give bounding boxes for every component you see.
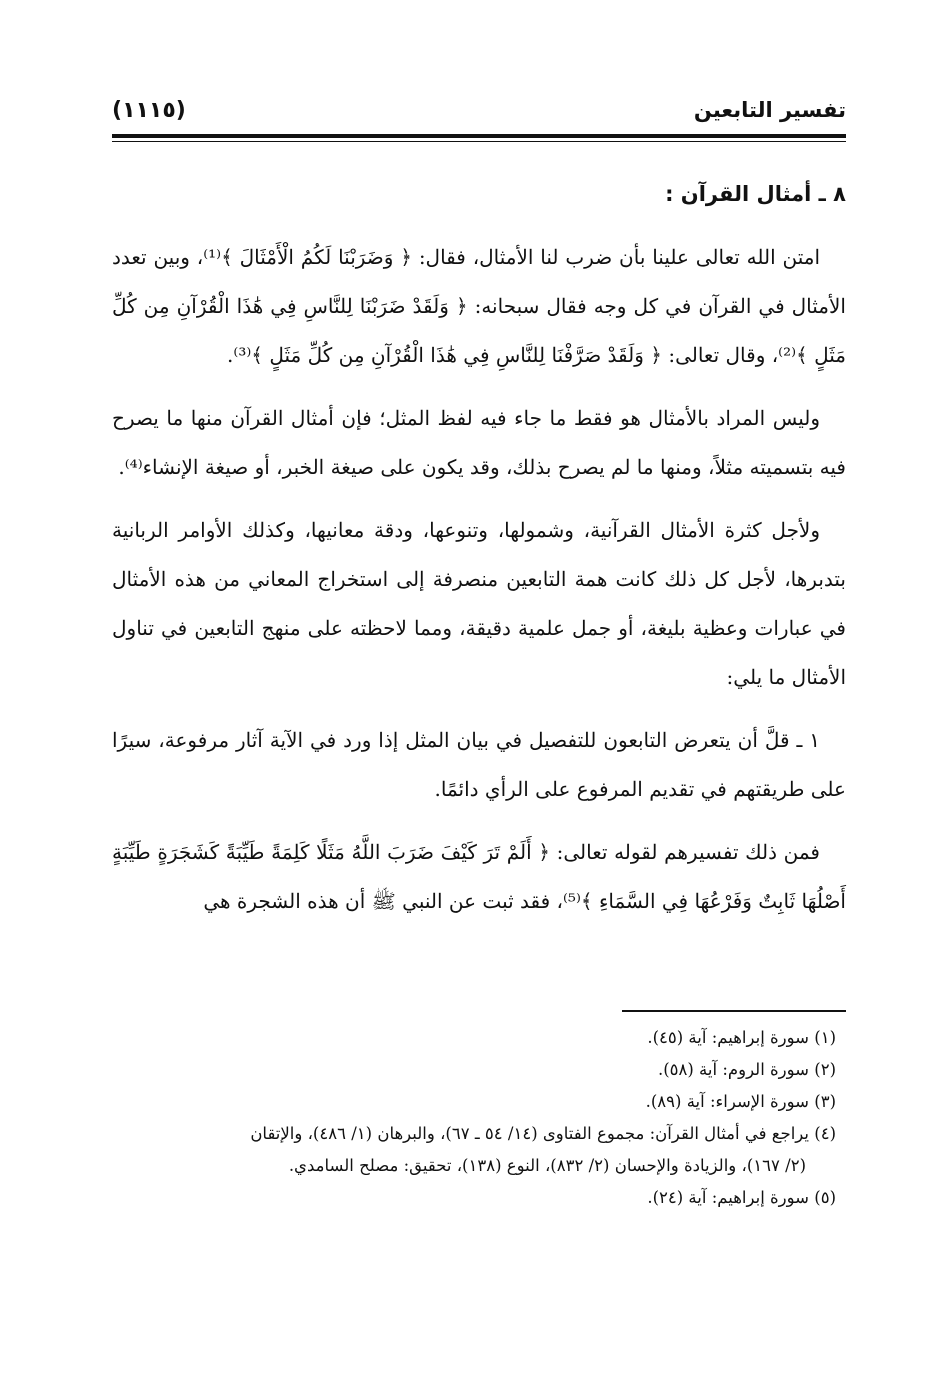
paragraph-2: وليس المراد بالأمثال هو فقط ما جاء فيه لفظ المثل؛ فإن أمثال القرآن منها ما يصرح فيه بتسميته مثلاً، ومنها ما لم يصرح بذلك، وقد يكون على صيغة الخبر، أو صيغة الإنشاء⁽⁴⁾. — [112, 406, 846, 479]
footnotes — [112, 1022, 846, 1214]
paragraph-5: فمن ذلك تفسيرهم لقوله تعالى: ﴿ أَلَمْ تَرَ كَيْفَ ضَرَبَ اللَّهُ مَثَلًا كَلِمَةً طَيِّبَةً كَشَجَرَةٍ طَيِّبَةٍ أَصْلُهَا ثَابِتٌ وَفَرْعُهَا فِي السَّمَاءِ ﴾⁽⁵⁾، فقد ثبت عن النبي ﷺ أن هذه الشجرة هي — [112, 840, 846, 913]
paragraph-3: ولأجل كثرة الأمثال القرآنية، وشمولها، وتنوعها، ودقة معانيها، وكذلك الأوامر الربانية بتدبرها، لأجل كل ذلك كانت همة التابعين منصرفة إلى استخراج المعاني من هذه الأمثال في عبارات وعظية بليغة، أو جمل علمية دقيقة، ومما لاحظته على منهج التابعين في تناول الأمثال ما يلي: — [112, 518, 846, 689]
footnote-2: (٢) سورة الروم: آية (٥٨). — [657, 1060, 836, 1079]
section-heading: ٨ ـ أمثال القرآن : — [665, 182, 846, 206]
header-rule-thin — [112, 141, 846, 142]
footnote-3: (٣) سورة الإسراء: آية (٨٩). — [645, 1092, 836, 1111]
paragraph-4: ١ ـ قلَّ أن يتعرض التابعون للتفصيل في بيان المثل إذا ورد في الآية آثار مرفوعة، سيرًا على طريقتهم في تقديم المرفوع على الرأي دائمًا. — [112, 728, 846, 801]
header-rule-thick — [112, 134, 846, 138]
page-header — [112, 96, 846, 130]
page-number: (١١١٥) — [112, 98, 186, 123]
footnote-5: (٥) سورة إبراهيم: آية (٢٤). — [647, 1188, 836, 1207]
footnote-4-continued: (٢/ ١٦٧)، والزيادة والإحسان (٢/ ٨٣٢)، النوع (١٣٨)، تحقيق: مصلح السامدي. — [288, 1156, 806, 1175]
running-title: تفسير التابعين — [693, 98, 846, 122]
main-text — [112, 170, 846, 940]
footnote-4: (٤) يراجع في أمثال القرآن: مجموع الفتاوى (١٤/ ٥٤ ـ ٦٧)، والبرهان (١/ ٤٨٦)، والإتقان — [250, 1124, 836, 1143]
footnote-1: (١) سورة إبراهيم: آية (٤٥). — [647, 1028, 836, 1047]
footnote-separator — [622, 1010, 846, 1012]
paragraph-1: امتن الله تعالى علينا بأن ضرب لنا الأمثال، فقال: ﴿ وَضَرَبْنَا لَكُمُ الْأَمْثَالَ ﴾⁽¹⁾، وبين تعدد الأمثال في القرآن في كل وجه فقال سبحانه: ﴿ وَلَقَدْ ضَرَبْنَا لِلنَّاسِ فِي هَٰذَا الْقُرْآنِ مِن كُلِّ مَثَلٍ ﴾⁽²⁾، وقال تعالى: ﴿ وَلَقَدْ صَرَّفْنَا لِلنَّاسِ فِي هَٰذَا الْقُرْآنِ مِن كُلِّ مَثَلٍ ﴾⁽³⁾. — [112, 245, 846, 367]
